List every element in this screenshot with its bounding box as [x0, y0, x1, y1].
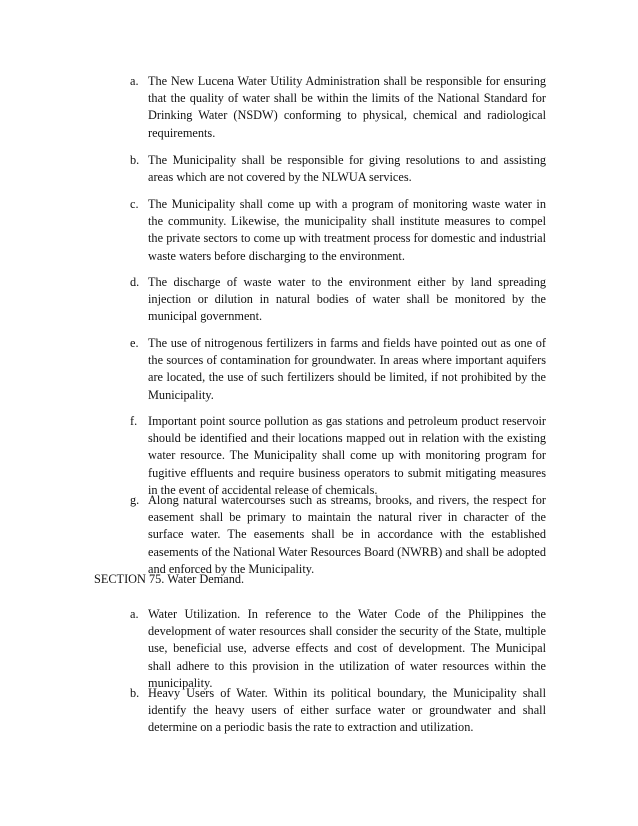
list-item-text: The New Lucena Water Utility Administration shall be responsible for ensuring that the quality of water shall be within the limits of the National Standard for Drinking Water (NSDW) conforming to physical, chemical and radiological requirements.: [148, 74, 546, 140]
list-marker: e.: [130, 336, 139, 350]
section-74-list: [124, 73, 546, 142]
list-marker: f.: [130, 414, 138, 428]
list-item-g: [124, 492, 546, 578]
list-item-a: [124, 73, 546, 142]
section-74-list: [124, 196, 546, 265]
section-74-list: [124, 492, 546, 578]
list-marker: b.: [130, 153, 140, 167]
section-74-list: [124, 413, 546, 499]
list-item-text: The discharge of waste water to the environment either by land spreading injection or dilution in natural bodies of water shall be monitored by the municipal government.: [148, 275, 546, 324]
list-item-text: Heavy Users of Water. Within its political boundary, the Municipality shall identify the heavy users of either surface water or groundwater and shall determine on a periodic basis the rate to extraction and utilization.: [148, 686, 546, 735]
list-marker: b.: [130, 686, 140, 700]
section-74-list: [124, 152, 546, 186]
list-item-b: [124, 685, 546, 737]
list-item-d: [124, 274, 546, 326]
list-marker: a.: [130, 607, 139, 621]
section-74-list: [124, 335, 546, 404]
list-item-text: Important point source pollution as gas stations and petroleum product reservoir should be identified and their locations mapped out in relation with the existing water resource. The Municipality shall come up with monitoring program for fugitive effluents and require business operators to submit mitigating measures in the event of accidental release of chemicals.: [148, 414, 546, 497]
list-item-c: [124, 196, 546, 265]
list-item-e: [124, 335, 546, 404]
list-marker: a.: [130, 74, 139, 88]
section-74-list: [124, 274, 546, 326]
list-item-text: Along natural watercourses such as streams, brooks, and rivers, the respect for easement shall be primary to maintain the natural river in character of the surface water. The easements shall be in accordance with the established easements of the National Water Resources Board (NWRB) and shall be adopted and enforced by the Municipality.: [148, 493, 546, 576]
list-item-text: The Municipality shall be responsible for giving resolutions to and assisting areas which are not covered by the NLWUA services.: [148, 153, 546, 185]
section-75-list: [124, 685, 546, 737]
section-75-heading: SECTION 75. Water Demand.: [94, 572, 245, 586]
list-item-text: Water Utilization. In reference to the Water Code of the Philippines the development of water resources shall consider the security of the State, multiple use, beneficial use, adverse effects and cost of development. The Municipal shall adhere to this provision in the utilization of water resources within the municipality.: [148, 607, 546, 690]
section-75-list: [124, 606, 546, 692]
list-marker: d.: [130, 275, 140, 289]
list-item-text: The use of nitrogenous fertilizers in farms and fields have pointed out as one of the sources of contamination for groundwater. In areas where important aquifers are located, the use of such fertilizers should be limited, if not prohibited by the Municipality.: [148, 336, 546, 402]
list-item-a: [124, 606, 546, 692]
list-item-f: [124, 413, 546, 499]
list-item-text: The Municipality shall come up with a program of monitoring waste water in the community. Likewise, the municipality shall institute measures to compel the private sectors to come up with treatment process for domestic and industrial waste waters before discharging to the environment.: [148, 197, 546, 263]
list-marker: c.: [130, 197, 139, 211]
list-marker: g.: [130, 493, 140, 507]
list-item-b: [124, 152, 546, 186]
